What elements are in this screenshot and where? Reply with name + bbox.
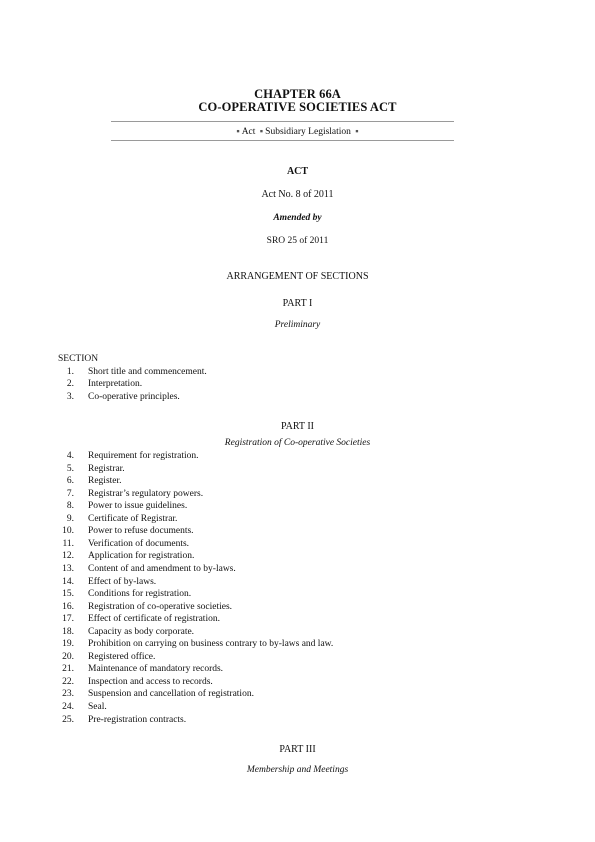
section-number: 8. [66, 501, 74, 512]
section-entry[interactable] [0, 501, 595, 513]
section-title: Verification of documents. [88, 538, 190, 549]
section-entry[interactable] [0, 514, 595, 526]
section-number: 23. [62, 689, 74, 700]
section-title: Effect of by-laws. [88, 576, 157, 587]
section-entry[interactable] [0, 627, 595, 639]
section-title: Maintenance of mandatory records. [88, 664, 224, 675]
section-entry[interactable] [0, 577, 595, 589]
section-entry[interactable] [0, 379, 595, 391]
section-title: Prohibition on carrying on business contrary to by-laws and law. [88, 639, 334, 650]
act-link[interactable]: Act [241, 127, 256, 137]
top-divider [111, 121, 454, 122]
section-number: 9. [66, 513, 74, 524]
section-entry[interactable] [0, 476, 595, 488]
section-title: Certificate of Registrar. [88, 513, 178, 524]
section-title: Power to refuse documents. [88, 526, 194, 537]
section-title: Application for registration. [88, 551, 195, 562]
section-entry[interactable] [0, 589, 595, 601]
section-number: 10. [62, 526, 74, 537]
section-title: Conditions for registration. [88, 589, 192, 600]
part-subtitle: Registration of Co-operative Societies [224, 438, 371, 448]
bottom-divider [111, 140, 454, 141]
section-entry[interactable] [0, 702, 595, 714]
section-entry[interactable] [0, 652, 595, 664]
section-number: 6. [66, 476, 74, 487]
section-title: Registrar. [88, 463, 125, 474]
section-number: 22. [62, 676, 74, 687]
section-number: 19. [62, 639, 74, 650]
section-entry[interactable] [0, 664, 595, 676]
section-title: Pre-registration contracts. [88, 714, 187, 725]
bullet: ▪ [355, 127, 359, 137]
section-number: 1. [66, 367, 74, 377]
section-entry[interactable] [0, 689, 595, 701]
section-number: 12. [62, 551, 74, 562]
section-number: 25. [62, 714, 74, 725]
arrangement-heading: ARRANGEMENT OF SECTIONS [226, 271, 369, 282]
amending-instrument: SRO 25 of 2011 [266, 236, 329, 246]
part-title: PART III [279, 744, 316, 755]
part-subtitle: Membership and Meetings [246, 765, 349, 775]
act-number: Act No. 8 of 2011 [261, 189, 334, 200]
part-title: PART II [280, 421, 315, 432]
section-entry[interactable] [0, 564, 595, 576]
section-number: 7. [66, 488, 74, 499]
section-title: Registration of co-operative societies. [88, 601, 233, 612]
amended-by-label: Amended by [273, 213, 322, 223]
section-title: Registrar’s regulatory powers. [88, 488, 204, 499]
section-title: Co-operative principles. [88, 391, 180, 402]
bullet: ▪ [236, 127, 240, 137]
part-subtitle: Preliminary [274, 320, 321, 330]
section-number: 5. [66, 463, 74, 474]
section-title: Power to issue guidelines. [88, 501, 188, 512]
section-title: Requirement for registration. [88, 451, 199, 461]
section-title: Suspension and cancellation of registration. [88, 689, 254, 700]
section-title: Registered office. [88, 651, 156, 662]
act-title: CO-OPERATIVE SOCIETIES ACT [198, 100, 397, 114]
section-number: 2. [66, 379, 74, 390]
section-number: 3. [66, 391, 74, 402]
section-number: 14. [62, 576, 74, 587]
section-entry[interactable] [0, 539, 595, 551]
section-number: 24. [62, 702, 74, 712]
section-entry[interactable] [0, 639, 595, 651]
section-number: 18. [62, 626, 74, 637]
section-number: 17. [62, 614, 74, 625]
bullet: ▪ [259, 127, 264, 137]
section-title: Interpretation. [88, 379, 143, 390]
section-number: 13. [62, 563, 74, 574]
section-entry[interactable] [0, 602, 595, 614]
section-entry[interactable] [0, 392, 595, 404]
section-column-label: SECTION [58, 354, 99, 364]
section-number: 21. [62, 664, 74, 675]
section-title: Short title and commencement. [88, 367, 207, 377]
subsidiary-legislation-link[interactable]: Subsidiary Legislation [265, 127, 351, 137]
section-title: Effect of certificate of registration. [88, 614, 220, 625]
section-entry[interactable] [0, 614, 595, 626]
section-entry[interactable] [0, 464, 595, 476]
section-entry[interactable] [0, 715, 595, 727]
section-number: 16. [62, 601, 74, 612]
section-title: Content of and amendment to by-laws. [88, 563, 236, 574]
part-title: PART I [282, 298, 313, 309]
section-number: 4. [66, 451, 74, 461]
section-number: 15. [62, 589, 74, 600]
section-entry[interactable] [0, 551, 595, 563]
chapter-number: CHAPTER 66A [254, 87, 341, 101]
section-entry[interactable] [0, 526, 595, 538]
section-entry[interactable] [0, 489, 595, 501]
section-title: Inspection and access to records. [88, 676, 213, 687]
section-title: Seal. [88, 702, 107, 712]
section-entry[interactable] [0, 367, 595, 379]
section-entry[interactable] [0, 677, 595, 689]
section-number: 11. [62, 538, 74, 549]
section-title: Capacity as body corporate. [88, 626, 195, 637]
section-entry[interactable] [0, 451, 595, 463]
section-number: 20. [62, 651, 74, 662]
act-heading: ACT [286, 166, 309, 177]
document-links [0, 127, 595, 137]
section-title: Register. [88, 476, 122, 487]
